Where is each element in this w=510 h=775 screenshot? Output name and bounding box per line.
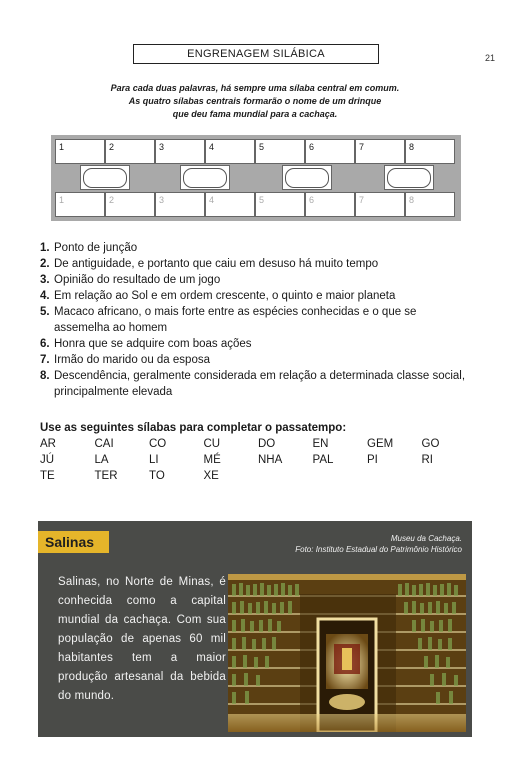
bottom-cell-8[interactable]: 8 (405, 192, 455, 217)
clue-number: 8. (40, 370, 50, 382)
syllable: NHA (258, 454, 283, 466)
clue-item (40, 256, 470, 272)
syllable-puzzle-grid (51, 135, 461, 221)
clue-text: De antiguidade, e portanto que caiu em desuso há muito tempo (54, 258, 379, 270)
bottom-cell-7[interactable]: 7 (355, 192, 405, 217)
clue-item (40, 368, 470, 400)
clue-text: Irmão do marido ou da esposa (54, 354, 210, 366)
clue-text: Em relação ao Sol e em ordem crescente, o quinto e maior planeta (54, 290, 396, 302)
bottom-cell-3[interactable]: 3 (155, 192, 205, 217)
clue-item (40, 336, 470, 352)
syllable: XE (203, 470, 219, 482)
syllable: CU (203, 438, 221, 450)
bottom-cell-4[interactable]: 4 (205, 192, 255, 217)
cachaca-shelves-illustration (228, 574, 466, 732)
top-cell-7[interactable]: 7 (355, 139, 405, 164)
syllable: GEM (367, 438, 394, 450)
bottom-cell-1[interactable]: 1 (55, 192, 105, 217)
page-number: 21 (485, 53, 496, 63)
top-cell-3[interactable]: 3 (155, 139, 205, 164)
syllable-bank (40, 438, 460, 486)
top-cell-8[interactable]: 8 (405, 139, 455, 164)
syllable: CAI (94, 438, 114, 450)
museum-photo (228, 574, 466, 732)
central-syllable-slot-3[interactable] (282, 165, 332, 190)
central-syllable-pill (83, 168, 127, 188)
central-syllable-pill (183, 168, 227, 188)
clue-number: 1. (40, 242, 50, 254)
clue-number: 3. (40, 274, 50, 286)
central-syllable-slot-2[interactable] (180, 165, 230, 190)
central-syllable-slot-1[interactable] (80, 165, 130, 190)
clue-item (40, 304, 470, 336)
clue-number: 6. (40, 338, 50, 350)
syllable: TE (40, 470, 55, 482)
page-title: ENGRENAGEM SILÁBICA (133, 44, 379, 64)
clue-number: 5. (40, 306, 50, 318)
top-cell-1[interactable]: 1 (55, 139, 105, 164)
clue-text: Opinião do resultado de um jogo (54, 274, 221, 286)
syllables-heading: Use as seguintes sílabas para completar o passatempo: (40, 422, 347, 434)
salinas-tab-label: Salinas (38, 531, 109, 553)
clue-list (40, 240, 470, 400)
syllable: GO (421, 438, 440, 450)
syllable: LI (149, 454, 159, 466)
clue-item (40, 240, 470, 256)
syllable: PI (367, 454, 378, 466)
syllable: JÚ (40, 454, 55, 466)
syllable: TER (94, 470, 118, 482)
bottom-cell-2[interactable]: 2 (105, 192, 155, 217)
clue-number: 2. (40, 258, 50, 270)
photo-caption (295, 534, 462, 555)
central-syllable-slot-4[interactable] (384, 165, 434, 190)
instructions (60, 82, 450, 121)
syllable-row (40, 454, 460, 470)
syllable: LA (94, 454, 109, 466)
syllable: TO (149, 470, 165, 482)
syllable: EN (312, 438, 329, 450)
syllable: AR (40, 438, 56, 450)
clue-item (40, 352, 470, 368)
syllable: DO (258, 438, 276, 450)
syllable: MÉ (203, 454, 221, 466)
bottom-cell-5[interactable]: 5 (255, 192, 305, 217)
caption-line: Foto: Instituto Estadual do Patrimônio Histórico (295, 544, 462, 554)
clue-item (40, 288, 470, 304)
syllable-row (40, 470, 460, 486)
clue-item (40, 272, 470, 288)
clue-text: Macaco africano, o mais forte entre as espécies conhecidas e o que se assemelha ao homem (54, 306, 417, 334)
top-cell-5[interactable]: 5 (255, 139, 305, 164)
clue-text: Honra que se adquire com boas ações (54, 338, 252, 350)
central-syllable-pill (387, 168, 431, 188)
top-cell-4[interactable]: 4 (205, 139, 255, 164)
clue-number: 7. (40, 354, 50, 366)
bottom-cell-6[interactable]: 6 (305, 192, 355, 217)
syllable: PAL (312, 454, 334, 466)
instruction-line: Para cada duas palavras, há sempre uma sílaba central em comum. (110, 83, 400, 93)
syllable: CO (149, 438, 167, 450)
top-cell-2[interactable]: 2 (105, 139, 155, 164)
central-syllable-pill (285, 168, 329, 188)
salinas-body-text: Salinas, no Norte de Minas, é conhecida como a capital mundial da cachaça. Com sua população de apenas 60 mil habitantes tem a maior produção artesanal da bebida do mundo. (58, 576, 226, 702)
top-cell-6[interactable]: 6 (305, 139, 355, 164)
clue-text: Ponto de junção (54, 242, 138, 254)
clue-number: 4. (40, 290, 50, 302)
salinas-panel (38, 521, 472, 737)
instruction-line: As quatro sílabas centrais formarão o nome de um drinque (128, 96, 382, 106)
clue-text: Descendência, geralmente considerada em relação a determinada classe social, principalmente elevada (54, 370, 466, 398)
syllable: RI (421, 454, 433, 466)
caption-line: Museu da Cachaça. (390, 534, 462, 543)
syllable-row (40, 438, 460, 454)
instruction-line: que deu fama mundial para a cachaça. (172, 109, 338, 119)
